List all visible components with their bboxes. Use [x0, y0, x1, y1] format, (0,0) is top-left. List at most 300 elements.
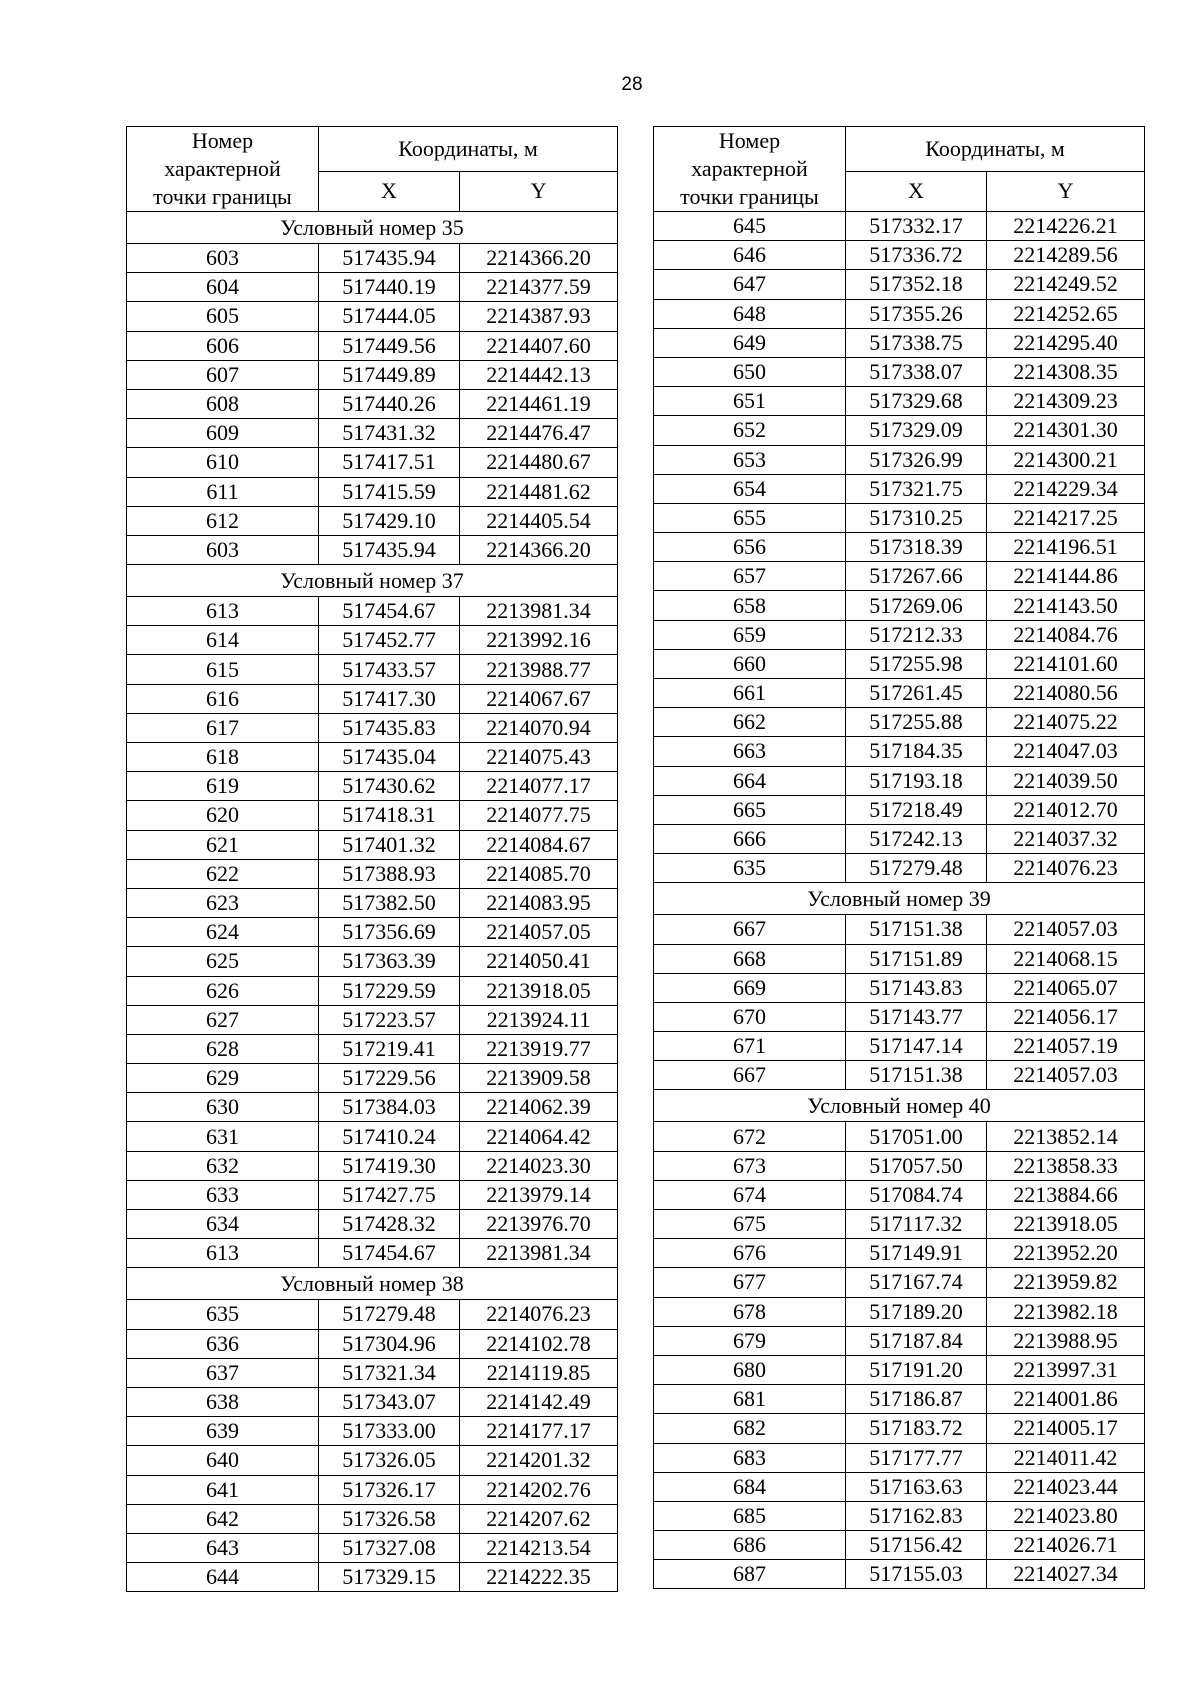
table-row	[654, 416, 1145, 445]
y-coordinate-cell: 2214023.30	[460, 1151, 618, 1180]
x-coordinate-cell: 517326.05	[319, 1446, 460, 1475]
point-number-cell: 686	[654, 1531, 846, 1560]
x-coordinate-cell: 517343.07	[319, 1387, 460, 1416]
table-row	[127, 888, 618, 917]
table-row	[654, 1443, 1145, 1472]
point-number-cell: 628	[127, 1034, 319, 1063]
table-row	[654, 1032, 1145, 1061]
y-coordinate-cell: 2214039.50	[987, 766, 1145, 795]
point-number-header-line: Номер	[718, 128, 781, 153]
y-coordinate-cell: 2214295.40	[987, 328, 1145, 357]
y-coordinate-cell: 2214226.21	[987, 212, 1145, 241]
x-coordinate-cell: 517156.42	[846, 1531, 987, 1560]
coordinates-header: Координаты, м	[846, 127, 1145, 172]
x-coordinate-cell: 517415.59	[319, 477, 460, 506]
table-row	[654, 328, 1145, 357]
y-coordinate-cell: 2213981.34	[460, 1239, 618, 1268]
table-row	[127, 830, 618, 859]
table-row	[654, 1002, 1145, 1031]
x-coordinate-cell: 517186.87	[846, 1385, 987, 1414]
x-coordinate-cell: 517329.09	[846, 416, 987, 445]
x-coordinate-cell: 517454.67	[319, 1239, 460, 1268]
x-coordinate-cell: 517440.19	[319, 273, 460, 302]
y-coordinate-cell: 2214366.20	[460, 244, 618, 273]
point-number-cell: 626	[127, 976, 319, 1005]
y-coordinate-cell: 2214001.86	[987, 1385, 1145, 1414]
x-coordinate-cell: 517151.89	[846, 944, 987, 973]
section-row	[654, 1090, 1145, 1122]
x-coordinate-cell: 517326.99	[846, 445, 987, 474]
x-coordinate-cell: 517327.08	[319, 1533, 460, 1562]
y-coordinate-cell: 2214084.67	[460, 830, 618, 859]
y-coordinate-cell: 2214222.35	[460, 1563, 618, 1592]
point-number-cell: 673	[654, 1151, 846, 1180]
y-coordinate-cell: 2213884.66	[987, 1180, 1145, 1209]
y-coordinate-cell: 2214062.39	[460, 1093, 618, 1122]
point-number-cell: 640	[127, 1446, 319, 1475]
x-coordinate-cell: 517149.91	[846, 1239, 987, 1268]
table-row	[127, 1504, 618, 1533]
point-number-cell: 647	[654, 270, 846, 299]
table-row	[127, 597, 618, 626]
table-row	[654, 1472, 1145, 1501]
point-number-header-line: характерной	[691, 156, 808, 181]
table-row	[127, 506, 618, 535]
point-number-cell: 679	[654, 1326, 846, 1355]
y-coordinate-cell: 2214481.62	[460, 477, 618, 506]
point-number-cell: 621	[127, 830, 319, 859]
table-header	[127, 127, 618, 212]
x-coordinate-cell: 517449.56	[319, 331, 460, 360]
x-coordinate-cell: 517321.75	[846, 474, 987, 503]
y-coordinate-cell: 2214177.17	[460, 1417, 618, 1446]
point-number-cell: 639	[127, 1417, 319, 1446]
y-coordinate-cell: 2214076.23	[987, 854, 1145, 883]
table-row	[127, 273, 618, 302]
y-coordinate-cell: 2214229.34	[987, 474, 1145, 503]
table-row	[127, 535, 618, 564]
y-coordinate-cell: 2214070.94	[460, 713, 618, 742]
point-number-cell: 659	[654, 620, 846, 649]
y-coordinate-cell: 2214057.05	[460, 918, 618, 947]
point-number-cell: 683	[654, 1443, 846, 1472]
table-row	[127, 713, 618, 742]
y-coordinate-cell: 2213988.77	[460, 655, 618, 684]
page-number: 28	[621, 74, 643, 95]
point-number-header-line: Номер	[191, 128, 254, 153]
point-number-cell: 670	[654, 1002, 846, 1031]
y-coordinate-cell: 2214085.70	[460, 859, 618, 888]
table-row	[127, 918, 618, 947]
y-coordinate-cell: 2214207.62	[460, 1504, 618, 1533]
point-number-cell: 612	[127, 506, 319, 535]
y-coordinate-cell: 2213997.31	[987, 1355, 1145, 1384]
table-row	[654, 533, 1145, 562]
table-row	[127, 389, 618, 418]
y-coordinate-cell: 2213858.33	[987, 1151, 1145, 1180]
table-row	[654, 737, 1145, 766]
point-number-cell: 625	[127, 947, 319, 976]
y-coordinate-cell: 2214405.54	[460, 506, 618, 535]
y-coordinate-cell: 2214101.60	[987, 649, 1145, 678]
x-coordinate-cell: 517449.89	[319, 360, 460, 389]
x-coordinate-cell: 517326.58	[319, 1504, 460, 1533]
point-number-cell: 606	[127, 331, 319, 360]
y-column-header: Y	[460, 171, 618, 211]
table-row	[127, 976, 618, 1005]
table-row	[127, 1093, 618, 1122]
x-coordinate-cell: 517304.96	[319, 1329, 460, 1358]
y-coordinate-cell: 2214442.13	[460, 360, 618, 389]
section-label: Условный номер 35	[127, 212, 618, 244]
point-number-cell: 666	[654, 824, 846, 853]
point-number-cell: 665	[654, 795, 846, 824]
point-number-cell: 656	[654, 533, 846, 562]
table-row	[127, 1446, 618, 1475]
y-coordinate-cell: 2214056.17	[987, 1002, 1145, 1031]
point-number-cell: 603	[127, 244, 319, 273]
table-row	[654, 1355, 1145, 1384]
point-number-cell: 678	[654, 1297, 846, 1326]
table-row	[127, 419, 618, 448]
table-row	[127, 1300, 618, 1329]
table-row	[127, 1387, 618, 1416]
point-number-cell: 662	[654, 708, 846, 737]
y-coordinate-cell: 2214077.17	[460, 772, 618, 801]
point-number-cell: 654	[654, 474, 846, 503]
point-number-cell: 622	[127, 859, 319, 888]
x-coordinate-cell: 517151.38	[846, 915, 987, 944]
table-row	[654, 270, 1145, 299]
point-number-cell: 603	[127, 535, 319, 564]
table-row	[127, 1475, 618, 1504]
point-number-header-line: характерной	[164, 156, 281, 181]
x-coordinate-cell: 517444.05	[319, 302, 460, 331]
x-coordinate-cell: 517329.68	[846, 387, 987, 416]
table-row	[127, 1417, 618, 1446]
point-number-cell: 668	[654, 944, 846, 973]
table-row	[127, 655, 618, 684]
x-coordinate-cell: 517430.62	[319, 772, 460, 801]
table-row	[127, 626, 618, 655]
y-coordinate-cell: 2214249.52	[987, 270, 1145, 299]
point-number-cell: 681	[654, 1385, 846, 1414]
table-body	[127, 212, 618, 1592]
table-row	[654, 973, 1145, 1002]
y-coordinate-cell: 2214005.17	[987, 1414, 1145, 1443]
y-coordinate-cell: 2214202.76	[460, 1475, 618, 1504]
table-row	[654, 1239, 1145, 1268]
table-row	[127, 1210, 618, 1239]
y-coordinate-cell: 2214377.59	[460, 273, 618, 302]
point-number-cell: 661	[654, 679, 846, 708]
y-coordinate-cell: 2214068.15	[987, 944, 1145, 973]
y-coordinate-cell: 2214080.56	[987, 679, 1145, 708]
x-coordinate-cell: 517431.32	[319, 419, 460, 448]
table-row	[654, 1268, 1145, 1297]
point-number-cell: 660	[654, 649, 846, 678]
table-row	[654, 1151, 1145, 1180]
point-number-cell: 618	[127, 743, 319, 772]
point-number-cell: 610	[127, 448, 319, 477]
section-row	[127, 212, 618, 244]
y-coordinate-cell: 2214023.80	[987, 1501, 1145, 1530]
point-number-cell: 667	[654, 915, 846, 944]
point-number-cell: 645	[654, 212, 846, 241]
point-number-cell: 615	[127, 655, 319, 684]
point-number-header-line: точки границы	[680, 184, 819, 209]
y-coordinate-cell: 2214217.25	[987, 503, 1145, 532]
y-coordinate-cell: 2213918.05	[987, 1210, 1145, 1239]
y-coordinate-cell: 2214077.75	[460, 801, 618, 830]
y-coordinate-cell: 2214047.03	[987, 737, 1145, 766]
y-coordinate-cell: 2214301.30	[987, 416, 1145, 445]
section-label: Условный номер 39	[654, 883, 1145, 915]
x-coordinate-cell: 517382.50	[319, 888, 460, 917]
y-coordinate-cell: 2213919.77	[460, 1034, 618, 1063]
x-coordinate-cell: 517333.00	[319, 1417, 460, 1446]
point-number-cell: 652	[654, 416, 846, 445]
table-row	[127, 1180, 618, 1209]
x-coordinate-cell: 517419.30	[319, 1151, 460, 1180]
table-row	[127, 772, 618, 801]
x-coordinate-cell: 517242.13	[846, 824, 987, 853]
x-coordinate-cell: 517051.00	[846, 1122, 987, 1151]
x-coordinate-cell: 517184.35	[846, 737, 987, 766]
x-coordinate-cell: 517336.72	[846, 241, 987, 270]
point-number-cell: 609	[127, 419, 319, 448]
y-coordinate-cell: 2214057.19	[987, 1032, 1145, 1061]
y-coordinate-cell: 2214075.22	[987, 708, 1145, 737]
y-coordinate-cell: 2213979.14	[460, 1180, 618, 1209]
x-coordinate-cell: 517151.38	[846, 1061, 987, 1090]
table-row	[654, 679, 1145, 708]
table-row	[654, 241, 1145, 270]
point-number-cell: 604	[127, 273, 319, 302]
section-label: Условный номер 38	[127, 1268, 618, 1300]
x-coordinate-cell: 517435.04	[319, 743, 460, 772]
x-coordinate-cell: 517355.26	[846, 299, 987, 328]
table-row	[127, 1122, 618, 1151]
x-coordinate-cell: 517223.57	[319, 1005, 460, 1034]
table-row	[654, 1122, 1145, 1151]
point-number-cell: 644	[127, 1563, 319, 1592]
y-coordinate-cell: 2214308.35	[987, 357, 1145, 386]
y-coordinate-cell: 2213981.34	[460, 597, 618, 626]
x-coordinate-cell: 517143.77	[846, 1002, 987, 1031]
x-coordinate-cell: 517338.75	[846, 328, 987, 357]
x-coordinate-cell: 517218.49	[846, 795, 987, 824]
x-column-header: X	[319, 171, 460, 211]
table-row	[654, 824, 1145, 853]
x-coordinate-cell: 517189.20	[846, 1297, 987, 1326]
x-coordinate-cell: 517117.32	[846, 1210, 987, 1239]
x-coordinate-cell: 517356.69	[319, 918, 460, 947]
point-number-cell: 651	[654, 387, 846, 416]
y-coordinate-cell: 2214480.67	[460, 448, 618, 477]
point-number-cell: 616	[127, 684, 319, 713]
point-number-header	[127, 127, 319, 212]
table-row	[127, 1034, 618, 1063]
table-row	[127, 947, 618, 976]
table-row	[654, 795, 1145, 824]
x-coordinate-cell: 517147.14	[846, 1032, 987, 1061]
table-row	[127, 743, 618, 772]
y-coordinate-cell: 2214461.19	[460, 389, 618, 418]
section-label: Условный номер 37	[127, 565, 618, 597]
x-coordinate-cell: 517435.83	[319, 713, 460, 742]
x-coordinate-cell: 517338.07	[846, 357, 987, 386]
table-row	[654, 1180, 1145, 1209]
table-row	[654, 1297, 1145, 1326]
point-number-cell: 682	[654, 1414, 846, 1443]
table-row	[654, 357, 1145, 386]
point-number-cell: 605	[127, 302, 319, 331]
y-coordinate-cell: 2214196.51	[987, 533, 1145, 562]
y-coordinate-cell: 2214476.47	[460, 419, 618, 448]
table-row	[654, 766, 1145, 795]
table-row	[654, 649, 1145, 678]
y-coordinate-cell: 2214026.71	[987, 1531, 1145, 1560]
table-row	[127, 448, 618, 477]
point-number-cell: 642	[127, 1504, 319, 1533]
point-number-cell: 675	[654, 1210, 846, 1239]
x-coordinate-cell: 517418.31	[319, 801, 460, 830]
point-number-cell: 623	[127, 888, 319, 917]
x-coordinate-cell: 517384.03	[319, 1093, 460, 1122]
table-row	[127, 1358, 618, 1387]
x-coordinate-cell: 517143.83	[846, 973, 987, 1002]
point-number-cell: 631	[127, 1122, 319, 1151]
x-coordinate-cell: 517401.32	[319, 830, 460, 859]
y-coordinate-cell: 2214011.42	[987, 1443, 1145, 1472]
table-row	[654, 1560, 1145, 1589]
point-number-cell: 611	[127, 477, 319, 506]
y-coordinate-cell: 2214387.93	[460, 302, 618, 331]
point-number-cell: 608	[127, 389, 319, 418]
x-coordinate-cell: 517427.75	[319, 1180, 460, 1209]
point-number-cell: 637	[127, 1358, 319, 1387]
y-coordinate-cell: 2214023.44	[987, 1472, 1145, 1501]
y-coordinate-cell: 2214309.23	[987, 387, 1145, 416]
section-row	[654, 883, 1145, 915]
table-row	[127, 302, 618, 331]
point-number-cell: 632	[127, 1151, 319, 1180]
y-coordinate-cell: 2213952.20	[987, 1239, 1145, 1268]
table-row	[127, 1151, 618, 1180]
table-row	[654, 474, 1145, 503]
point-number-cell: 638	[127, 1387, 319, 1416]
point-number-cell: 634	[127, 1210, 319, 1239]
x-coordinate-cell: 517267.66	[846, 562, 987, 591]
point-number-cell: 677	[654, 1268, 846, 1297]
x-coordinate-cell: 517410.24	[319, 1122, 460, 1151]
y-coordinate-cell: 2214366.20	[460, 535, 618, 564]
table-row	[654, 503, 1145, 532]
x-coordinate-cell: 517212.33	[846, 620, 987, 649]
table-row	[654, 212, 1145, 241]
x-coordinate-cell: 517255.88	[846, 708, 987, 737]
x-coordinate-cell: 517155.03	[846, 1560, 987, 1589]
coordinates-table-right	[653, 126, 1145, 1589]
x-coordinate-cell: 517167.74	[846, 1268, 987, 1297]
x-coordinate-cell: 517191.20	[846, 1355, 987, 1384]
x-coordinate-cell: 517429.10	[319, 506, 460, 535]
coordinates-header: Координаты, м	[319, 127, 618, 172]
point-number-cell: 667	[654, 1061, 846, 1090]
point-number-cell: 655	[654, 503, 846, 532]
section-label: Условный номер 40	[654, 1090, 1145, 1122]
x-coordinate-cell: 517219.41	[319, 1034, 460, 1063]
x-coordinate-cell: 517162.83	[846, 1501, 987, 1530]
y-coordinate-cell: 2214407.60	[460, 331, 618, 360]
y-coordinate-cell: 2214076.23	[460, 1300, 618, 1329]
point-number-cell: 635	[127, 1300, 319, 1329]
x-coordinate-cell: 517388.93	[319, 859, 460, 888]
x-coordinate-cell: 517261.45	[846, 679, 987, 708]
y-coordinate-cell: 2214027.34	[987, 1560, 1145, 1589]
x-coordinate-cell: 517332.17	[846, 212, 987, 241]
y-coordinate-cell: 2214252.65	[987, 299, 1145, 328]
point-number-cell: 674	[654, 1180, 846, 1209]
y-coordinate-cell: 2214067.67	[460, 684, 618, 713]
point-number-cell: 617	[127, 713, 319, 742]
x-column-header: X	[846, 171, 987, 211]
x-coordinate-cell: 517229.56	[319, 1064, 460, 1093]
table-row	[654, 1210, 1145, 1239]
x-coordinate-cell: 517057.50	[846, 1151, 987, 1180]
table-row	[127, 684, 618, 713]
y-coordinate-cell: 2213982.18	[987, 1297, 1145, 1326]
point-number-cell: 636	[127, 1329, 319, 1358]
x-coordinate-cell: 517163.63	[846, 1472, 987, 1501]
x-coordinate-cell: 517321.34	[319, 1358, 460, 1387]
point-number-cell: 653	[654, 445, 846, 474]
point-number-cell: 669	[654, 973, 846, 1002]
x-coordinate-cell: 517255.98	[846, 649, 987, 678]
x-coordinate-cell: 517229.59	[319, 976, 460, 1005]
point-number-header	[654, 127, 846, 212]
table-row	[654, 299, 1145, 328]
table-row	[654, 1385, 1145, 1414]
table-row	[127, 477, 618, 506]
x-coordinate-cell: 517428.32	[319, 1210, 460, 1239]
y-coordinate-cell: 2213924.11	[460, 1005, 618, 1034]
point-number-cell: 672	[654, 1122, 846, 1151]
table-row	[654, 1326, 1145, 1355]
point-number-cell: 643	[127, 1533, 319, 1562]
x-coordinate-cell: 517310.25	[846, 503, 987, 532]
table-header	[654, 127, 1145, 212]
x-coordinate-cell: 517417.51	[319, 448, 460, 477]
y-coordinate-cell: 2214143.50	[987, 591, 1145, 620]
table-row	[127, 1533, 618, 1562]
table-row	[654, 562, 1145, 591]
x-coordinate-cell: 517440.26	[319, 389, 460, 418]
table-row	[654, 387, 1145, 416]
y-coordinate-cell: 2214084.76	[987, 620, 1145, 649]
y-coordinate-cell: 2214102.78	[460, 1329, 618, 1358]
point-number-cell: 641	[127, 1475, 319, 1504]
x-coordinate-cell: 517329.15	[319, 1563, 460, 1592]
point-number-cell: 680	[654, 1355, 846, 1384]
table-row	[654, 1531, 1145, 1560]
point-number-cell: 624	[127, 918, 319, 947]
y-coordinate-cell: 2213959.82	[987, 1268, 1145, 1297]
table-row	[654, 944, 1145, 973]
table-row	[127, 331, 618, 360]
y-coordinate-cell: 2213918.05	[460, 976, 618, 1005]
